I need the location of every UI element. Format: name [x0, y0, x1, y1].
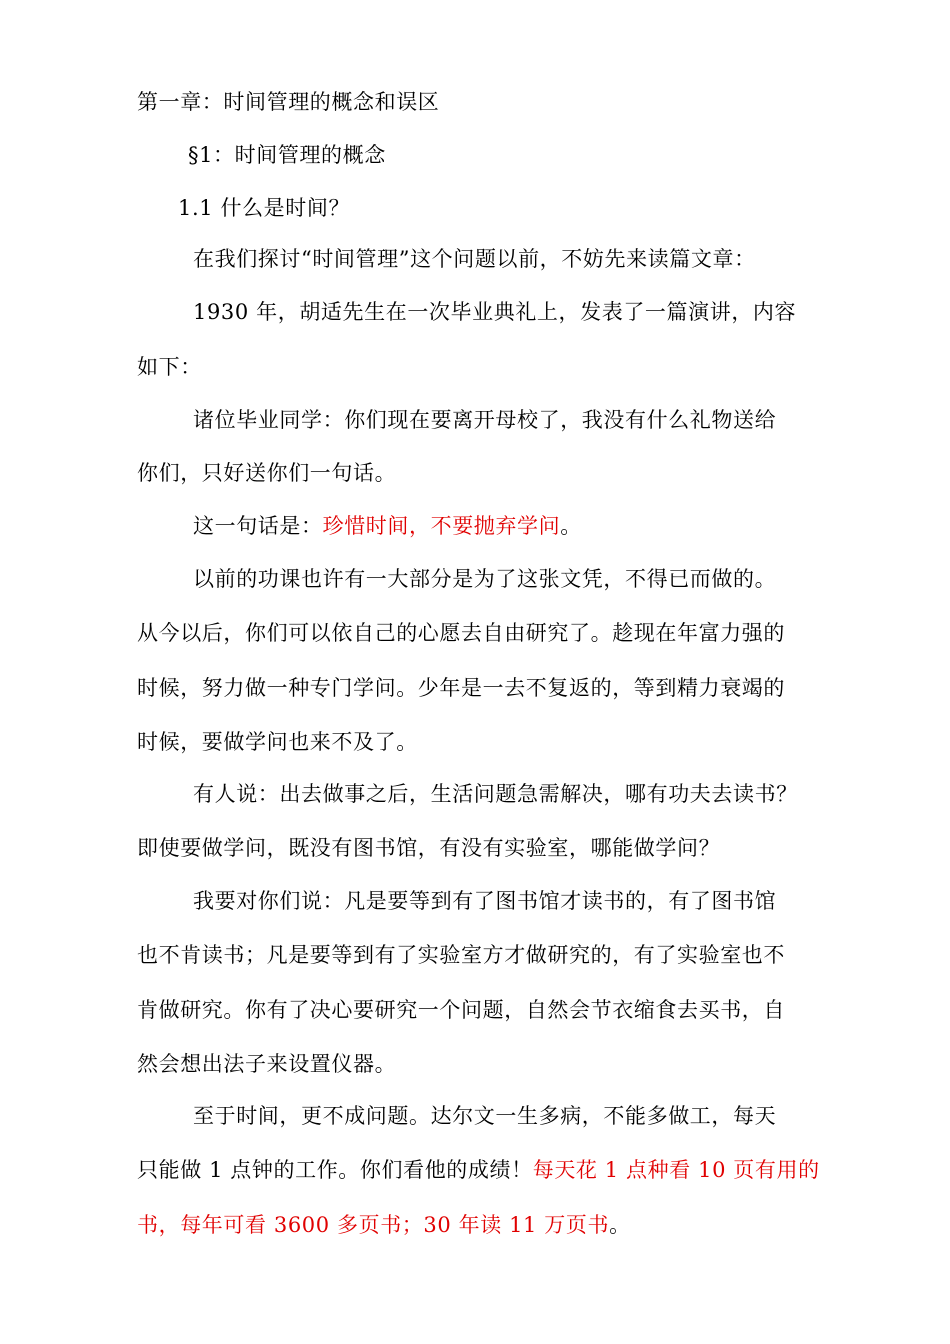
- paragraph-line: 即使要做学问，既没有图书馆，有没有实验室，哪能做学问？: [137, 836, 721, 860]
- paragraph-line: 你们，只好送你们一句话。: [137, 461, 397, 485]
- highlighted-quote: 珍惜时间，不要抛弃学问: [322, 514, 561, 538]
- paragraph-line: 时候，要做学问也来不及了。: [137, 730, 418, 754]
- paragraph-line: 时候，努力做一种专门学问。少年是一去不复返的，等到精力衰竭的: [137, 676, 785, 700]
- paragraph-line: [137, 1211, 817, 1239]
- paragraph-line: 至于时间，更不成问题。达尔文一生多病，不能多做工，每天: [193, 1104, 777, 1128]
- text-span: 。: [560, 514, 582, 538]
- paragraph-line: 然会想出法子来设置仪器。: [137, 1052, 397, 1076]
- chapter-title: 第一章：时间管理的概念和误区: [137, 90, 440, 114]
- paragraph-3: [193, 512, 817, 540]
- paragraph-line: 如下：: [137, 355, 202, 379]
- subsection-title: 1.1 什么是时间？: [178, 196, 351, 220]
- paragraph-line: 从今以后，你们可以依自己的心愿去自由研究了。趁现在年富力强的: [137, 621, 785, 645]
- text-span: 。: [609, 1213, 631, 1237]
- intro-paragraph: 在我们探讨“时间管理”这个问题以前，不妨先来读篇文章：: [193, 247, 756, 271]
- paragraph-line: 1930 年，胡适先生在一次毕业典礼上，发表了一篇演讲，内容: [193, 300, 797, 324]
- highlighted-text: 书，每年可看 3600 多页书；30 年读 11 万页书: [137, 1213, 610, 1237]
- paragraph-line: 有人说：出去做事之后，生活问题急需解决，哪有功夫去读书？: [193, 782, 798, 806]
- paragraph-line: 诸位毕业同学：你们现在要离开母校了，我没有什么礼物送给: [193, 408, 777, 432]
- paragraph-line: 我要对你们说：凡是要等到有了图书馆才读书的，有了图书馆: [193, 889, 777, 913]
- section-title: §1：时间管理的概念: [188, 143, 386, 167]
- paragraph-line: 肯做研究。你有了决心要研究一个问题，自然会节衣缩食去买书，自: [137, 998, 785, 1022]
- text-span: 这一句话是：: [193, 514, 323, 538]
- paragraph-line: 以前的功课也许有一大部分是为了这张文凭，不得已而做的。: [193, 567, 777, 591]
- highlighted-text: 每天花 1 点种看 10 页有用的: [532, 1158, 820, 1182]
- paragraph-line: [137, 1156, 820, 1184]
- text-span: 只能做 1 点钟的工作。你们看他的成绩！: [137, 1158, 533, 1182]
- paragraph-line: 也不肯读书；凡是要等到有了实验室方才做研究的，有了实验室也不: [137, 943, 785, 967]
